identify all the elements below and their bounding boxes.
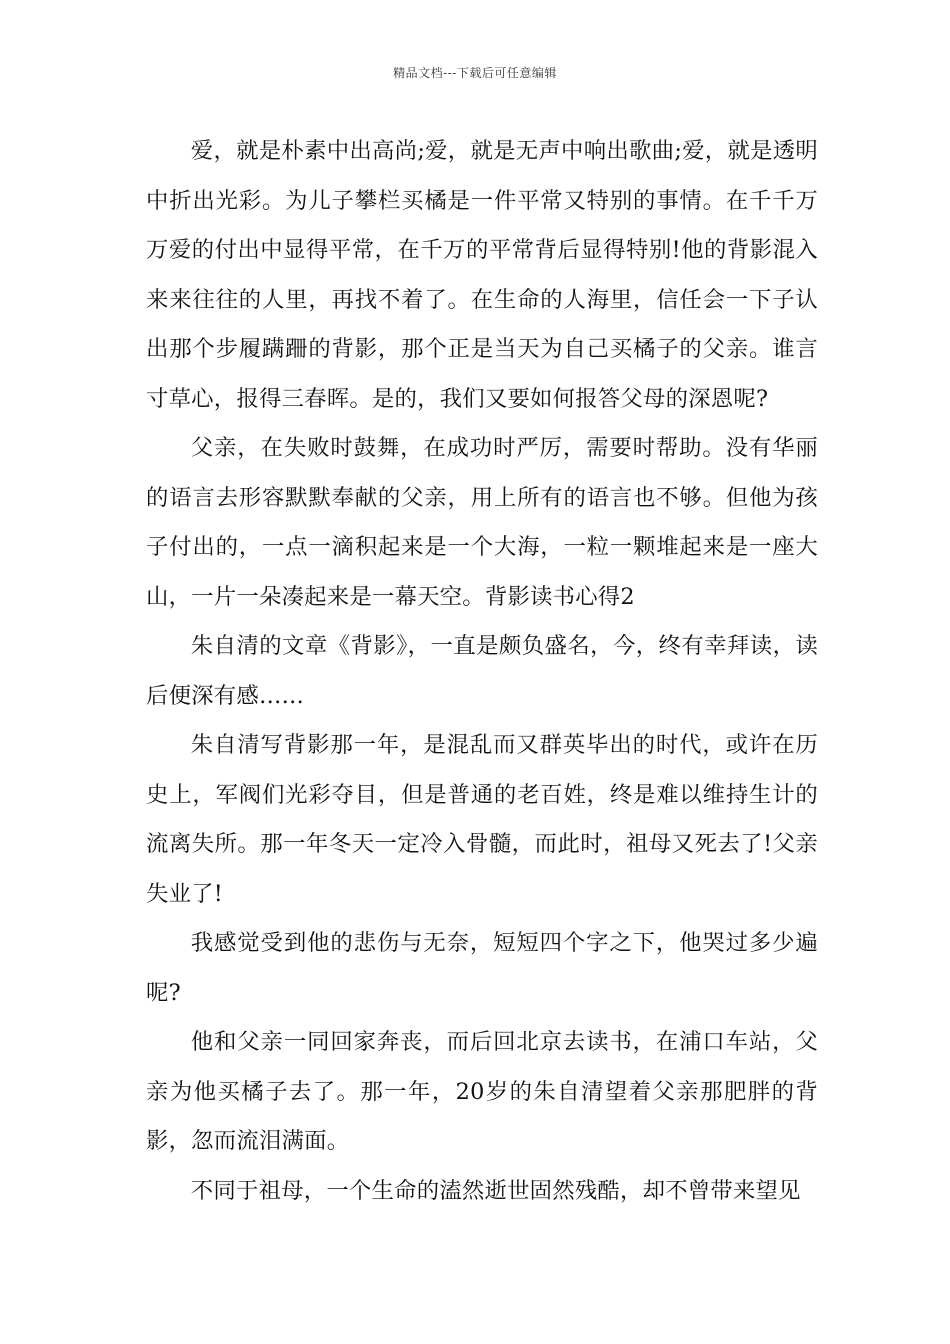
article-body xyxy=(146,127,818,1216)
paragraph-7: 不同于祖母，一个生命的溘然逝世固然残酷，却不曾带来望见 xyxy=(190,1177,801,1204)
paragraph-4: 朱自清写背影那一年，是混乱而又群英毕出的时代，或许在历史上，军阀们光彩夺目，但是普通的老百姓，终是难以维持生计的流离失所。那一年冬天一定冷入骨髓，而此时，祖母又死去了!父亲失业了! xyxy=(146,732,818,907)
paragraph-6: 他和父亲一同回家奔丧，而后回北京去读书，在浦口车站，父亲为他买橘子去了。那一年，20岁的朱自清望着父亲那肥胖的背影，忽而流泪满面。 xyxy=(146,1029,818,1154)
paragraph-1: 爱，就是朴素中出高尚;爱，就是无声中响出歌曲;爱，就是透明中折出光彩。为儿子攀栏买橘是一件平常又特别的事情。在千千万万爱的付出中显得平常，在千万的平常背后显得特别!他的背影混入来来往往的人里，再找不着了。在生命的人海里，信任会一下子认出那个步履蹒跚的背影，那个正是当天为自己买橘子的父亲。谁言寸草心，报得三春晖。是的，我们又要如何报答父母的深恩呢? xyxy=(146,138,818,412)
page-header: 精品文档---下载后可任意编辑 xyxy=(393,66,557,80)
paragraph-2: 父亲，在失败时鼓舞，在成功时严厉，需要时帮助。没有华丽的语言去形容默默奉献的父亲，用上所有的语言也不够。但他为孩子付出的，一点一滴积起来是一个大海，一粒一颗堆起来是一座大山，一片一朵凑起来是一幕天空。背影读书心得2 xyxy=(146,435,818,610)
paragraph-5: 我感觉受到他的悲伤与无奈，短短四个字之下，他哭过多少遍呢? xyxy=(146,930,818,1006)
paragraph-3: 朱自清的文章《背影》，一直是颇负盛名，今，终有幸拜读，读后便深有感…… xyxy=(146,633,818,709)
